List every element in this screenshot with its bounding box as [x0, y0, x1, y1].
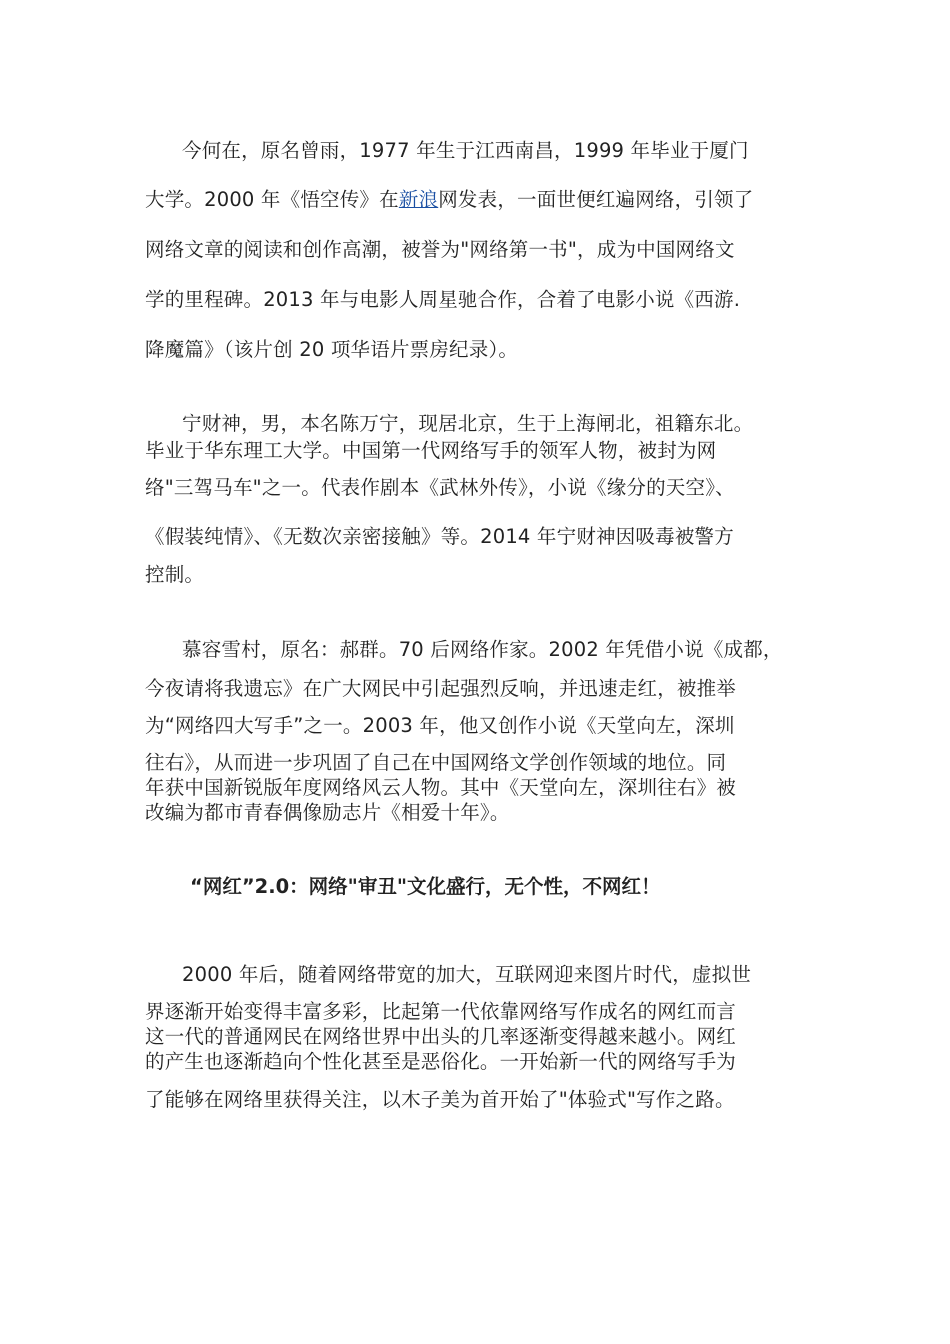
- section-heading: “网红”2.0：网络"审丑"文化盛行，无个性，不网红！: [190, 875, 661, 898]
- paragraph-line: 网络文章的阅读和创作高潮，被誉为"网络第一书"，成为中国网络文: [145, 238, 735, 261]
- paragraph-line: 了能够在网络里获得关注，以木子美为首开始了"体验式"写作之路。: [145, 1088, 735, 1111]
- paragraph-line: 2000 年后，随着网络带宽的加大，互联网迎来图片时代，虚拟世: [182, 963, 752, 986]
- paragraph-line: 今夜请将我遗忘》在广大网民中引起强烈反响，并迅速走红，被推举: [145, 677, 737, 700]
- paragraph-line: 《假装纯情》、《无数次亲密接触》等。2014 年宁财神因吸毒被警方: [145, 525, 734, 548]
- paragraph-line: 往右》，从而进一步巩固了自己在中国网络文学创作领域的地位。同: [145, 751, 727, 774]
- paragraph-line: 改编为都市青春偶像励志片《相爱十年》。: [145, 801, 510, 824]
- paragraph-line: 为“网络四大写手”之一。2003 年，他又创作小说《天堂向左，深圳: [145, 714, 735, 737]
- paragraph-line: 界逐渐开始变得丰富多彩，比起第一代依靠网络写作成名的网红而言: [145, 1000, 737, 1023]
- paragraph-line: 降魔篇》（该片创 20 项华语片票房纪录）。: [145, 338, 519, 361]
- paragraph-line: [145, 188, 815, 212]
- paragraph-line: 宁财神，男，本名陈万宁，现居北京，生于上海闸北，祖籍东北。: [182, 412, 754, 435]
- line-text: 大学。2000 年《悟空传》在: [145, 188, 399, 211]
- line-text: 网发表，一面世便红遍网络，引领了: [438, 188, 754, 211]
- paragraph-line: 的产生也逐渐趋向个性化甚至是恶俗化。一开始新一代的网络写手为: [145, 1050, 737, 1073]
- paragraph-line: 这一代的普通网民在网络世界中出头的几率逐渐变得越来越小。网红: [145, 1025, 737, 1048]
- paragraph-line: 学的里程碑。2013 年与电影人周星驰合作，合着了电影小说《西游.: [145, 288, 741, 311]
- sina-link[interactable]: 新浪: [398, 188, 439, 211]
- paragraph-line: 络"三驾马车"之一。代表作剧本《武林外传》，小说《缘分的天空》、: [145, 476, 735, 499]
- paragraph-line: 今何在，原名曾雨，1977 年生于江西南昌，1999 年毕业于厦门: [182, 139, 749, 162]
- paragraph-line: 毕业于华东理工大学。中国第一代网络写手的领军人物，被封为网: [145, 439, 717, 462]
- paragraph-line: 年获中国新锐版年度网络风云人物。其中《天堂向左，深圳往右》被: [145, 776, 737, 799]
- paragraph-line: 控制。: [145, 563, 205, 586]
- paragraph-line: 慕容雪村，原名：郝群。70 后网络作家。2002 年凭借小说《成都，: [182, 638, 783, 661]
